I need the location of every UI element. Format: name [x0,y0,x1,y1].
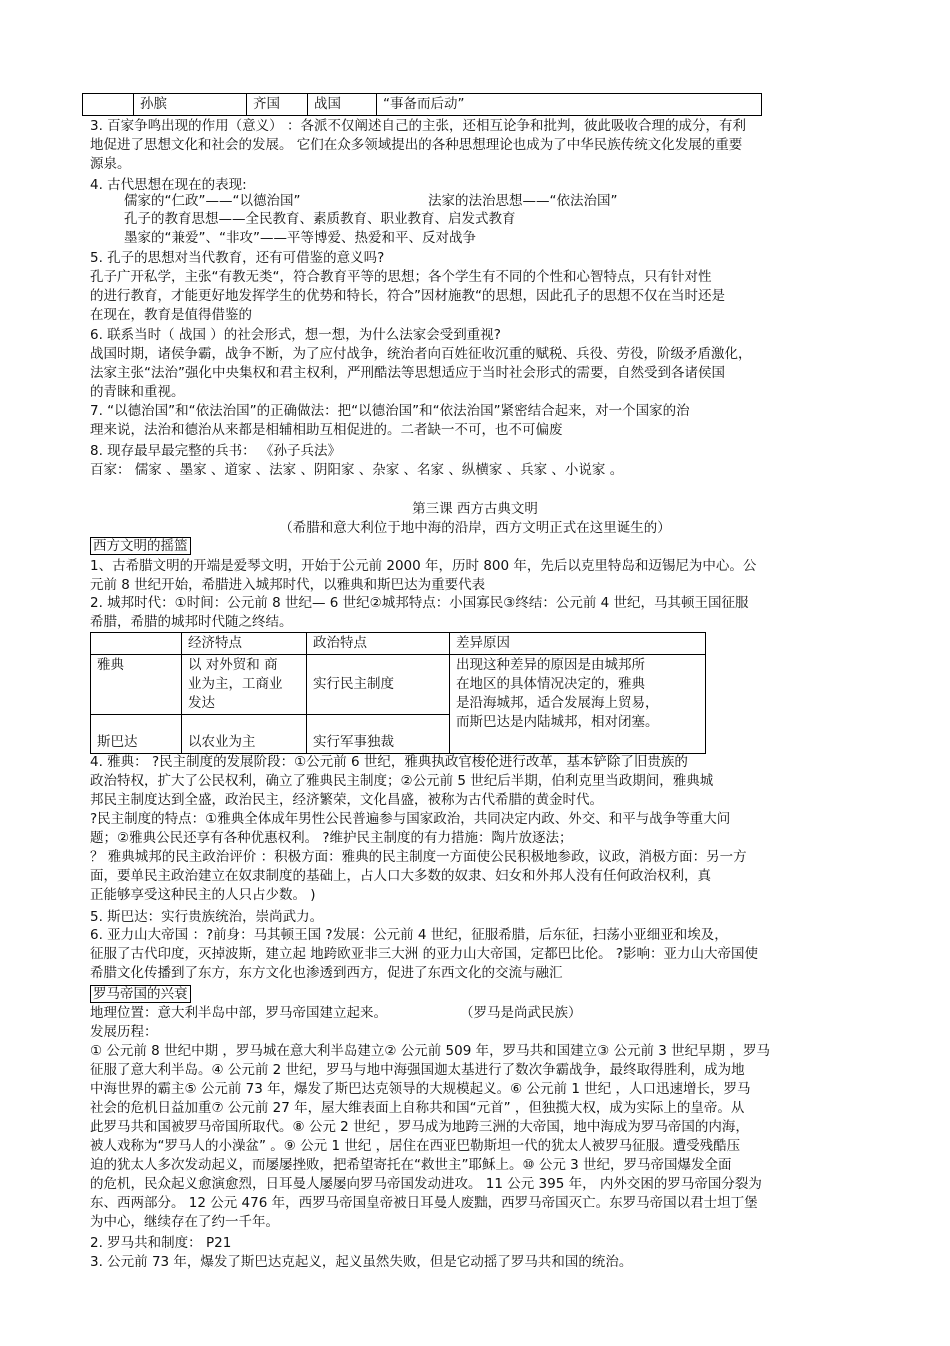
section-heading-west-cradle [90,537,191,555]
cell-line: 在地区的具体情况决定的，雅典 [456,676,645,692]
paragraph-line: 社会的危机日益加重⑦ 公元前 27 年，屋大维表面上自称共和国“元首” ，但独揽大权，成为实际上的皇帝。从 [90,1100,745,1116]
paragraph-line: 迫的犹太人多次发动起义，而屡屡挫败，把希望寄托在“救世主”耶稣上。⑩ 公元 3 世纪，罗马帝国爆发全面 [90,1157,732,1173]
cell-line: 是沿海城邦，适合发展海上贸易， [456,695,659,711]
paragraph-line: 希腊文化传播到了东方，东方文化也渗透到西方，促进了东西文化的交流与融汇 [90,965,563,981]
athens-section [90,753,747,905]
lesson3-p1 [90,557,756,595]
table-cell: “事备而后动” [377,94,762,116]
table-cell-athens-economy [182,655,307,715]
table-cell: 齐国 [247,94,308,116]
paragraph-line: 3. 百家争鸣出现的作用（意义） ：各派不仅阐述自己的主张，还相互论争和批判，彼此吸收合理的成分，有利 [90,118,746,134]
section-heading-rome [90,985,191,1003]
paragraph-line: 征服了古代印度，灭掉波斯，建立起 地跨欧亚非三大洲 的亚力山大帝国，定都巴比伦。 ?影响：亚力山大帝国使 [90,946,759,962]
paragraph-line: ?民主制度的特点：①雅典全体成年男性公民普遍参与国家政治，共同决定内政、外交、和平与战争等重大问 [90,811,731,827]
table-row [83,94,762,116]
cell-line: 业为主，工商业 [188,676,283,692]
q6-block [90,326,752,402]
table-header-cell: 差异原因 [450,633,706,655]
q8-block [90,442,623,480]
paragraph-line: 在现在，教育是值得借鉴的 [90,307,252,323]
table-header-cell [91,633,182,655]
lesson-title: 第三课 西方古典文明 [412,501,538,517]
q5-block [90,249,725,325]
paragraph-line: 法家主张“法治”强化中央集权和君主权利，严刑酷法等思想适应于当时社会形式的需要，自然受到各诸侯国 [90,365,725,381]
paragraph-line: 政治特权，扩大了公民权利，确立了雅典民主制度；②公元前 5 世纪后半期，伯利克里当政期间，雅典城 [90,773,714,789]
paragraph-line: 此罗马共和国被罗马帝国所取代。⑧ 公元 2 世纪 ，罗马成为地跨三洲的大帝国，地中海成为罗马帝国的内海， [90,1119,749,1135]
q4-row3: 墨家的“兼爱”、“非攻”——平等博爱、热爱和平、反对战争 [124,230,476,246]
paragraph-line: 东、西两部分。 12 公元 476 年，西罗马帝国皇帝被日耳曼人废黜，西罗马帝国灭亡。东罗马帝国以君士坦丁堡 [90,1195,758,1211]
section-heading-label: 罗马帝国的兴衰 [90,985,191,1003]
paragraph-line: 元前 8 世纪开始，希腊进入城邦时代，以雅典和斯巴达为重要代表 [90,577,486,593]
cell-line: 发达 [188,695,215,711]
paragraph-line: 被人戏称为“罗马人的小澡盆” 。⑨ 公元 1 世纪 ，居住在西亚巴勒斯坦一代的犹太人被罗马征服。遭受残酷压 [90,1138,741,1154]
rome-geo: 地理位置：意大利半岛中部，罗马帝国建立起来。 [90,1005,387,1021]
paragraph-line: 面，要单民主政治建立在奴隶制度的基础上，占人口大多数的奴隶、妇女和外邦人没有任何政治权利，真 [90,868,711,884]
rome-history-title: 发展历程： [90,1024,158,1040]
paragraph-line: 2. 城邦时代：①时间：公元前 8 世纪— 6 世纪②城邦特点：小国寡民③终结：公元前 4 世纪，马其顿王国征服 [90,595,749,611]
rome-geo-note: （罗马是尚武民族） [460,1005,582,1021]
table-cell-sparta-politics: 实行军事独裁 [307,715,450,754]
paragraph-line: 征服了意大利半岛。④ 公元前 2 世纪，罗马与地中海强国迦太基进行了数次争霸战争，最终取得胜利，成为地 [90,1062,745,1078]
paragraph-line: 正能够享受这种民主的人只占少数。 ) [90,887,316,903]
table-row [91,633,706,655]
cell-line: 以 对外贸和 商 [188,657,278,673]
paragraph-line: 源泉。 [90,156,131,172]
paragraph-line: 的青睐和重视。 [90,384,185,400]
rome-history [90,1042,770,1232]
paragraph-line: 5. 孔子的思想对当代教育，还有可借鉴的意义吗? [90,250,385,266]
paragraph-line: 地促进了思想文化和社会的发展。 它们在众多领域提出的各种思想理论也成为了中华民族传统文化发展的重要 [90,137,743,153]
table-cell-athens: 雅典 [91,655,182,715]
paragraph-line: 6. 亚力山大帝国 ：?前身：马其顿王国 ?发展：公元前 4 世纪，征服希腊，后东征，扫荡小亚细亚和埃及， [90,927,728,943]
paragraph-line: ① 公元前 8 世纪中期 ，罗马城在意大利半岛建立② 公元前 509 年，罗马共和国建立③ 公元前 3 世纪早期 ，罗马 [90,1043,770,1059]
paragraph-line: 1、古希腊文明的开端是爱琴文明，开始于公元前 2000 年，历时 800 年，先后以克里特岛和迈锡尼为中心。公 [90,558,757,574]
paragraph-line: 邦民主制度达到全盛，政治民主，经济繁荣，文化昌盛，被称为古代希腊的黄金时代。 [90,792,603,808]
rome-q2: 2. 罗马共和制度： P21 [90,1235,232,1251]
table-cell-sparta-economy: 以农业为主 [182,715,307,754]
q4-row2: 孔子的教育思想——全民教育、素质教育、职业教育、启发式教育 [124,211,516,227]
table-row [91,655,706,715]
compare-table [90,632,706,754]
paragraph-line: 理来说，法治和德治从来都是相辅相助互相促进的。二者缺一不可，也不可偏废 [90,422,563,438]
table-header-cell: 经济特点 [182,633,307,655]
section-heading-label: 西方文明的摇篮 [90,537,191,555]
q4-title: 4. 古代思想在现在的表现: [90,177,247,193]
lesson-subtitle: （希腊和意大利位于地中海的沿岸，西方文明正式在这里诞生的） [279,520,671,536]
paragraph-line: 4. 雅典： ?民主制度的发展阶段：①公元前 6 世纪，雅典执政官梭伦进行改革，基本铲除了旧贵族的 [90,754,688,770]
paragraph-line: 题；②雅典公民还享有各种优惠权利。 ?维护民主制度的有力措施：陶片放逐法； [90,830,573,846]
paragraph-line: 6. 联系当时（ 战国 ）的社会形式，想一想，为什么法家会受到重视? [90,327,501,343]
paragraph-line: 的进行教育，才能更好地发挥学生的优势和特长，符合”因材施教“的思想，因此孔子的思想不仅在当时还是 [90,288,725,304]
lesson3-p2 [90,594,749,632]
table-header-cell: 政治特点 [307,633,450,655]
table-cell-reason [450,655,706,754]
table-cell-athens-politics: 实行民主制度 [307,655,450,715]
q3-block [90,117,746,174]
table-cell [83,94,134,116]
paragraph-line: 7. “以德治国”和“依法治国”的正确做法：把“以德治国”和“依法治国”紧密结合起来，对一个国家的治 [90,403,690,419]
paragraph-line: 中海世界的霸主⑤ 公元前 73 年，爆发了斯巴达克领导的大规模起义。⑥ 公元前 1 世纪 ，人口迅速增长，罗马 [90,1081,751,1097]
rome-q3: 3. 公元前 73 年，爆发了斯巴达克起义，起义虽然失败，但是它动摇了罗马共和国的统治。 [90,1254,633,1270]
paragraph-line: 孔子广开私学，主张“有教无类“，符合教育平等的思想；各个学生有不同的个性和心智特点，只有针对性 [90,269,712,285]
paragraph-line: 的危机，民众起义愈演愈烈，日耳曼人屡屡向罗马帝国发动进攻。 11 公元 395 年， 内外交困的罗马帝国分裂为 [90,1176,762,1192]
top-table [82,93,762,116]
paragraph-line: 战国时期，诸侯争霸，战争不断，为了应付战争，统治者向百姓征收沉重的赋税、兵役、劳役，阶级矛盾激化， [90,346,752,362]
q7-block [90,402,690,440]
q4-row1-right: 法家的法治思想——“依法治国” [428,193,618,209]
cell-line: 出现这种差异的原因是由城邦所 [456,657,645,673]
paragraph-line: 希腊，希腊的城邦时代随之终结。 [90,614,293,630]
table-cell-sparta: 斯巴达 [91,715,182,754]
table-cell: 战国 [308,94,377,116]
alexander-section [90,926,758,983]
table-cell: 孙膑 [134,94,247,116]
sparta-line: 5. 斯巴达：实行贵族统治，崇尚武力。 [90,909,324,925]
paragraph-line: 8. 现存最早最完整的兵书： 《孙子兵法》 [90,443,341,459]
cell-line: 而斯巴达是内陆城邦，相对闭塞。 [456,714,659,730]
q4-row1-left: 儒家的“仁政”——“以德治国” [124,193,301,209]
paragraph-line: 百家： 儒家 、墨家 、道家 、法家 、阴阳家 、杂家 、名家 、纵横家 、兵家 、小说家 。 [90,462,624,478]
paragraph-line: ？ 雅典城邦的民主政治评价 ：积极方面：雅典的民主制度一方面使公民积极地参政，议政，消极方面：另一方 [90,849,747,865]
paragraph-line: 为中心，继续存在了约一千年。 [90,1214,279,1230]
